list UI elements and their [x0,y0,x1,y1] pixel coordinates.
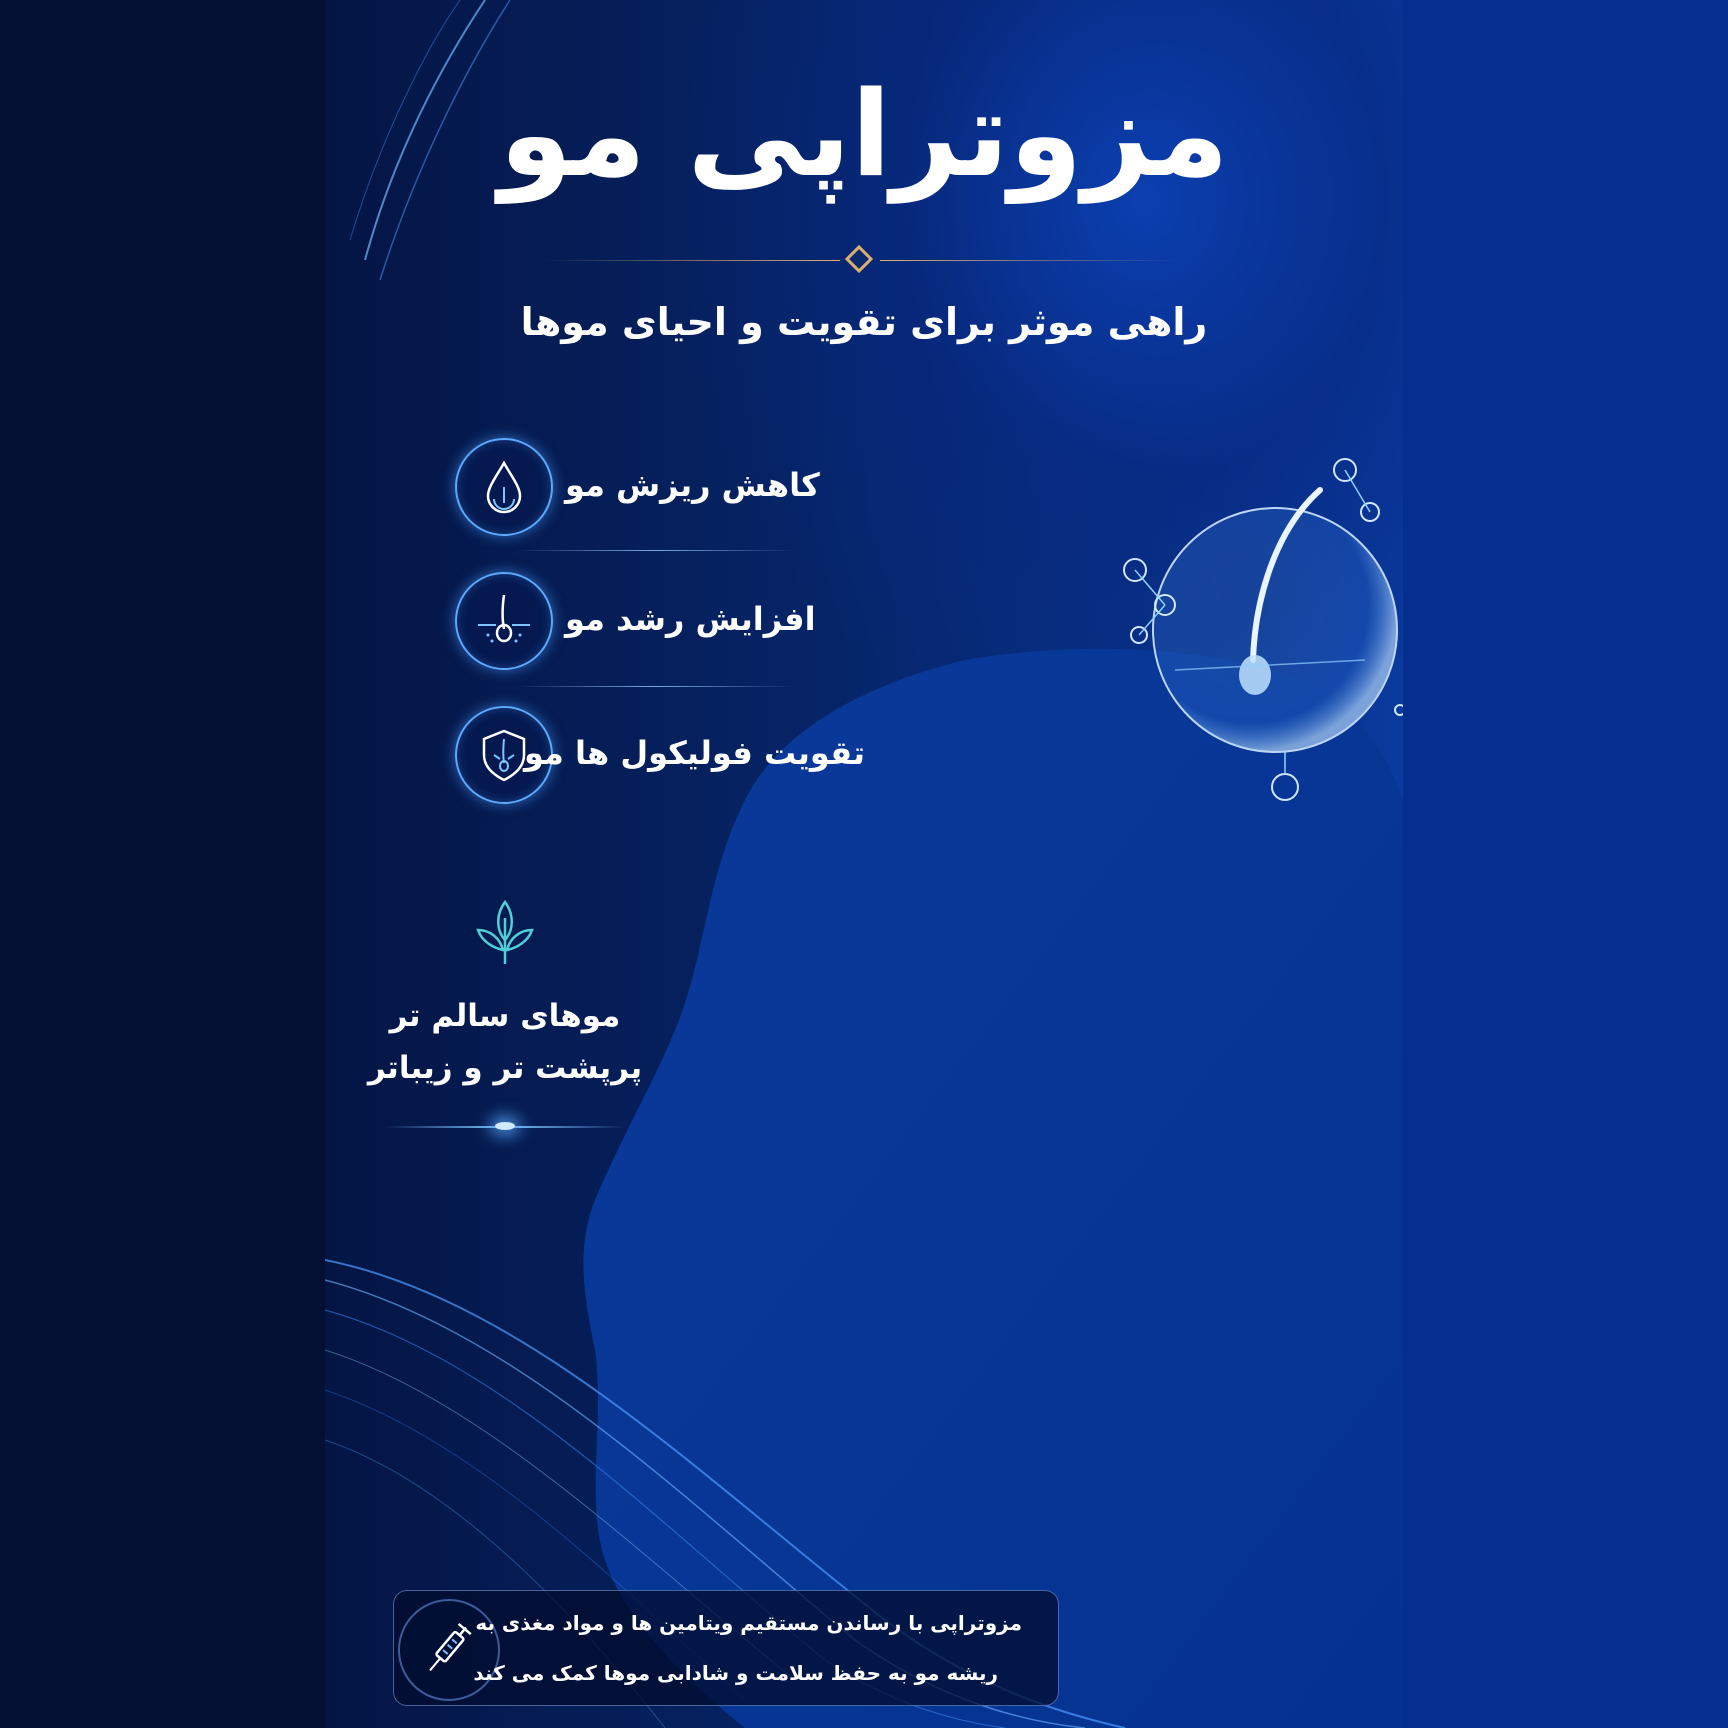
feature-separator [515,686,795,687]
divider-line-left [540,260,840,261]
left-background [0,0,325,1728]
feature-item-follicle-strength [455,706,865,806]
feature-label: تقویت فولیکول ها مو [523,734,865,772]
leaf-icon [472,898,538,968]
feature-item-hair-loss [455,438,835,538]
glow-dot [495,1122,515,1130]
feature-label: افزایش رشد مو [565,600,816,638]
info-line-1: مزوتراپی با رساندن مستقیم ویتامین ها و مواد مغذی به [475,1611,1022,1635]
feature-icon-circle [455,438,553,536]
healthy-hair-text [325,990,685,1094]
poster [325,0,1403,1728]
syringe-icon [418,1619,478,1679]
hair-follicle-icon [474,591,534,651]
hair-bubble-illustration [1075,430,1403,810]
healthy-line-1: موهای سالم تر [389,998,621,1034]
page-subtitle: راهی موثر برای تقویت و احیای موها [520,300,1208,344]
feature-item-hair-growth [455,572,835,672]
right-background [1403,0,1728,1728]
info-box [393,1590,1059,1706]
feature-icon-circle [455,572,553,670]
feature-separator [515,550,795,551]
feature-label: کاهش ریزش مو [565,466,820,504]
water-drop-icon [474,457,534,517]
healthy-line-2: پرپشت تر و زیباتر [367,1050,643,1086]
page-title: مزوتراپی مو [499,65,1229,203]
info-line-2: ریشه مو به حفظ سلامت و شادابی موها کمک می کند [473,1661,998,1685]
divider-line-right [880,260,1180,261]
